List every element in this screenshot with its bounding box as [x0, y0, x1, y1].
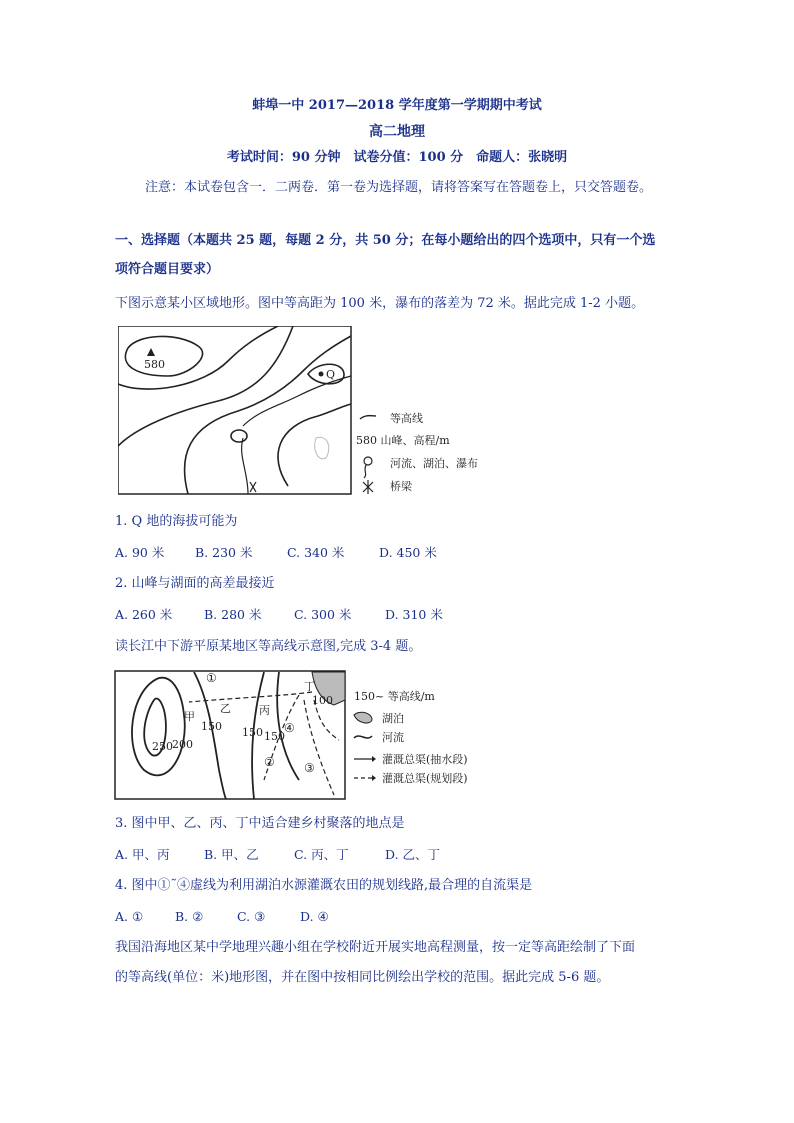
contour-map-2: [114, 670, 494, 802]
marker-4: ④: [284, 721, 295, 735]
question-4-stem: 4. 图中①˜④虚线为利用湖泊水源灌溉农田的规划线路,最合理的自流渠是: [115, 878, 533, 893]
legend-bridge-icon: [363, 480, 373, 494]
q2-option-b[interactable]: B. 280 米: [204, 607, 262, 622]
intro-q5-6: 我国沿海地区某中学地理兴趣小组在学校附近开展实地高程测量，按一定等高距绘制了下面: [115, 940, 636, 955]
lake-icon: [231, 430, 247, 442]
exam-subject: 高二地理: [369, 124, 425, 140]
q2-option-d[interactable]: D. 310 米: [385, 607, 443, 622]
legend-river-icon: [354, 736, 372, 738]
q4-option-a[interactable]: A. ①: [115, 909, 144, 924]
marker-3: ③: [304, 761, 315, 775]
exam-title: 蚌埠一中 2017—2018 学年度第一学期期中考试: [252, 98, 542, 113]
marker-2: ②: [264, 755, 275, 769]
label-ding: 丁: [304, 680, 315, 693]
contour-1: [118, 326, 278, 389]
bridge-icon-map: [250, 482, 256, 492]
river-lower: [242, 438, 248, 494]
legend-contour: 等高线: [390, 412, 423, 425]
point-q-label: Q: [326, 368, 336, 381]
q3-option-b[interactable]: B. 甲、乙: [204, 847, 259, 862]
q4-option-b[interactable]: B. ②: [175, 909, 204, 924]
question-2-stem: 2. 山峰与湖面的高差最接近: [115, 576, 275, 591]
question-3-stem: 3. 图中甲、乙、丙、丁中适合建乡村聚落的地点是: [115, 816, 405, 831]
q1-option-b[interactable]: B. 230 米: [195, 545, 253, 560]
legend-river-icon: [364, 457, 372, 478]
contour-label-150-c: 150: [264, 730, 285, 743]
legend-pump-canal: 灌溉总渠(抽水段): [382, 753, 468, 766]
question-1-stem: 1. Q 地的海拔可能为: [115, 514, 238, 529]
contour-label-150-b: 150: [242, 726, 263, 739]
map1-frame: [118, 326, 351, 494]
exam-info: 考试时间：90 分钟 试卷分值：100 分 命题人：张晓明: [226, 150, 568, 165]
contour-150-a: [194, 672, 226, 799]
exam-notice: 注意：本试卷包含一．二两卷．第一卷为选择题，请将答案写在答题卷上，只交答题卷。: [145, 180, 653, 195]
marker-1: ①: [206, 671, 217, 685]
point-q-marker: [319, 372, 324, 377]
intro-q3-4: 读长江中下游平原某地区等高线示意图,完成 3-4 题。: [115, 639, 422, 654]
section-heading-cont: 项符合题目要求）: [115, 262, 220, 277]
canal-3: [304, 700, 334, 795]
contour-label-100: 100: [312, 694, 333, 707]
q3-option-c[interactable]: C. 丙、丁: [294, 847, 349, 862]
q1-option-d[interactable]: D. 450 米: [379, 545, 437, 560]
q1-option-c[interactable]: C. 340 米: [287, 545, 345, 560]
intro-q1-2: 下图示意某小区域地形。图中等高距为 100 米，瀑布的落差为 72 米。据此完成 1-2 小题。: [115, 296, 645, 311]
legend-peak: 580 山峰、高程/m: [356, 434, 450, 447]
legend-river: 河流: [382, 731, 404, 744]
label-yi: 乙: [220, 702, 231, 715]
contour-2: [118, 326, 293, 446]
q3-option-d[interactable]: D. 乙、丁: [385, 847, 441, 862]
label-jia: 甲: [184, 710, 195, 723]
legend-lake: 湖泊: [382, 712, 404, 725]
topographic-map-1: [118, 326, 502, 496]
legend-river: 河流、湖泊、瀑布: [390, 457, 478, 470]
q2-option-c[interactable]: C. 300 米: [294, 607, 352, 622]
peak-icon: [147, 348, 155, 356]
q1-option-a[interactable]: A. 90 米: [115, 545, 165, 560]
q4-option-d[interactable]: D. ④: [300, 909, 329, 924]
legend-bridge: 桥梁: [390, 480, 412, 493]
peak-elevation: 580: [144, 358, 165, 371]
contour-label-250: 250: [152, 740, 173, 753]
legend-lake-icon: [354, 712, 372, 723]
section-heading: 一、选择题（本题共 25 题，每题 2 分，共 50 分；在每小题给出的四个选项中，只有一个选: [115, 233, 656, 248]
q2-option-a[interactable]: A. 260 米: [115, 607, 173, 622]
q3-option-a[interactable]: A. 甲、丙: [115, 847, 170, 862]
contour-label-150-a: 150: [201, 720, 222, 733]
contour-right: [315, 437, 329, 458]
contour-3: [185, 336, 351, 494]
legend-planned-canal: 灌溉总渠(规划段): [382, 772, 468, 785]
legend-contour: 150~ 等高线/m: [354, 690, 435, 703]
label-bing: 丙: [259, 704, 270, 717]
contour-label-200: 200: [172, 738, 193, 751]
canal-1: [189, 692, 312, 702]
intro-q5-6-cont: 的等高线(单位：米)地形图，并在图中按相同比例绘出学校的范围。据此完成 5-6 题。: [115, 970, 610, 985]
contour-200: [132, 678, 185, 776]
legend-contour-icon: [360, 416, 376, 419]
q4-option-c[interactable]: C. ③: [237, 909, 266, 924]
